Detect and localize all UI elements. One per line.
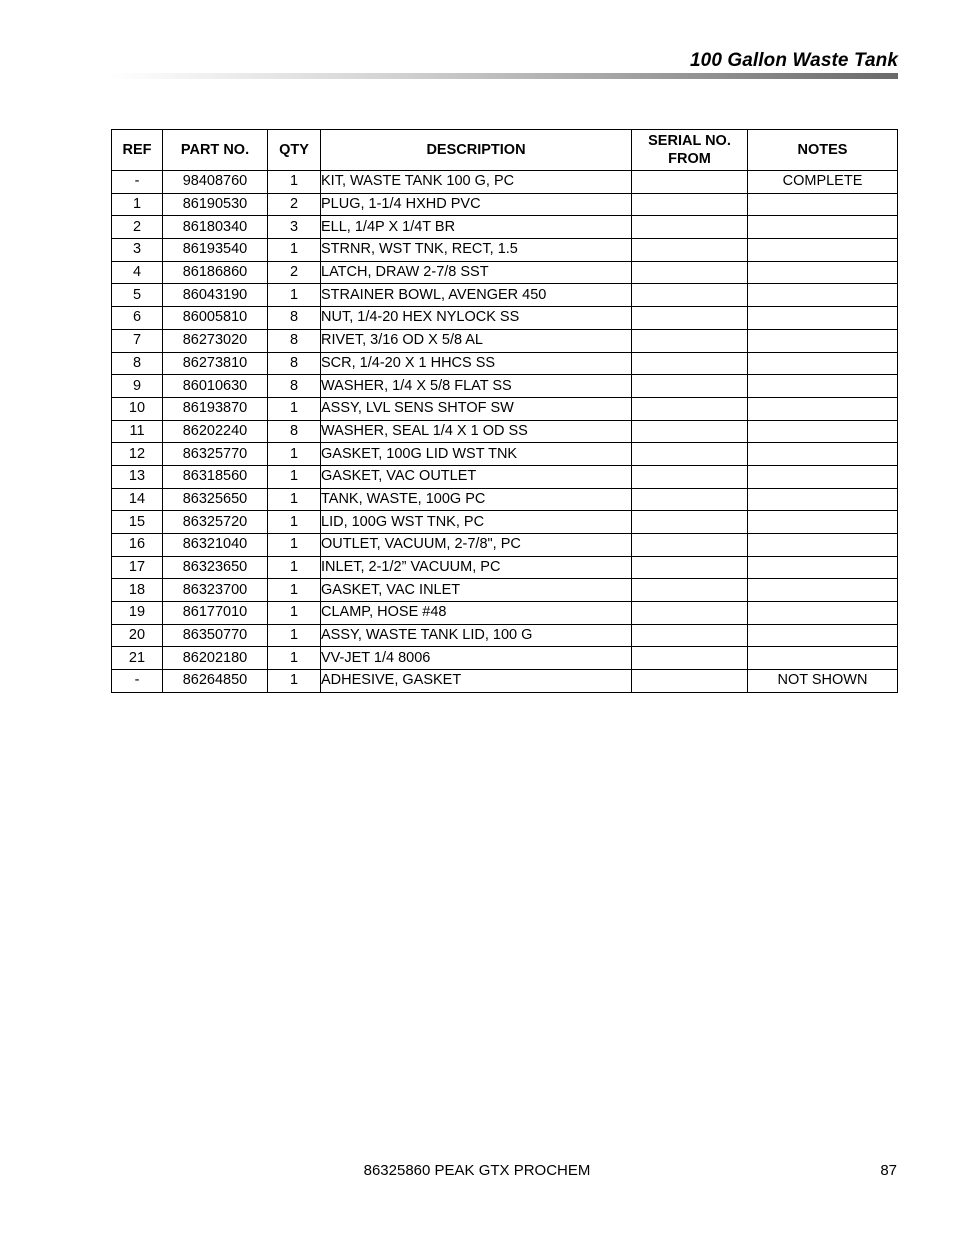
cell-part-no: 86264850	[163, 670, 268, 693]
column-header-description: DESCRIPTION	[321, 130, 632, 171]
table-row	[112, 443, 898, 466]
table-row	[112, 465, 898, 488]
cell-qty: 1	[268, 670, 321, 693]
cell-serial-from	[632, 511, 748, 534]
cell-part-no: 86325720	[163, 511, 268, 534]
cell-qty: 1	[268, 534, 321, 557]
cell-part-no: 98408760	[163, 171, 268, 194]
cell-part-no: 86005810	[163, 307, 268, 330]
table-row	[112, 375, 898, 398]
cell-ref: 13	[112, 465, 163, 488]
cell-description: PLUG, 1-1/4 HXHD PVC	[321, 193, 632, 216]
cell-ref: 17	[112, 556, 163, 579]
cell-part-no: 86350770	[163, 624, 268, 647]
cell-ref: 3	[112, 239, 163, 262]
cell-ref: 8	[112, 352, 163, 375]
cell-notes	[748, 465, 898, 488]
cell-notes	[748, 579, 898, 602]
cell-ref: 21	[112, 647, 163, 670]
cell-ref: 15	[112, 511, 163, 534]
cell-part-no: 86193870	[163, 397, 268, 420]
cell-qty: 1	[268, 579, 321, 602]
cell-description: INLET, 2-1/2” VACUUM, PC	[321, 556, 632, 579]
cell-qty: 2	[268, 261, 321, 284]
page-title: 100 Gallon Waste Tank	[689, 50, 898, 71]
cell-notes	[748, 534, 898, 557]
cell-part-no: 86325770	[163, 443, 268, 466]
cell-description: STRAINER BOWL, AVENGER 450	[321, 284, 632, 307]
cell-description: SCR, 1/4-20 X 1 HHCS SS	[321, 352, 632, 375]
cell-qty: 2	[268, 193, 321, 216]
table-row	[112, 511, 898, 534]
cell-description: GASKET, 100G LID WST TNK	[321, 443, 632, 466]
cell-serial-from	[632, 647, 748, 670]
table-row	[112, 216, 898, 239]
cell-ref: 1	[112, 193, 163, 216]
cell-ref: 7	[112, 329, 163, 352]
cell-serial-from	[632, 556, 748, 579]
cell-ref: 18	[112, 579, 163, 602]
cell-serial-from	[632, 488, 748, 511]
cell-part-no: 86323700	[163, 579, 268, 602]
cell-notes	[748, 375, 898, 398]
cell-part-no: 86202240	[163, 420, 268, 443]
cell-notes	[748, 193, 898, 216]
table-row	[112, 397, 898, 420]
cell-description: KIT, WASTE TANK 100 G, PC	[321, 171, 632, 194]
cell-description: GASKET, VAC OUTLET	[321, 465, 632, 488]
table-row	[112, 193, 898, 216]
cell-part-no: 86010630	[163, 375, 268, 398]
cell-description: LATCH, DRAW 2-7/8 SST	[321, 261, 632, 284]
cell-notes	[748, 420, 898, 443]
cell-serial-from	[632, 352, 748, 375]
cell-description: ASSY, LVL SENS SHTOF SW	[321, 397, 632, 420]
cell-description: GASKET, VAC INLET	[321, 579, 632, 602]
cell-notes	[748, 397, 898, 420]
cell-qty: 8	[268, 352, 321, 375]
cell-part-no: 86273810	[163, 352, 268, 375]
cell-description: WASHER, SEAL 1/4 X 1 OD SS	[321, 420, 632, 443]
cell-description: CLAMP, HOSE #48	[321, 602, 632, 625]
cell-serial-from	[632, 284, 748, 307]
cell-notes	[748, 261, 898, 284]
table-row	[112, 171, 898, 194]
parts-table	[111, 129, 898, 693]
cell-description: NUT, 1/4-20 HEX NYLOCK SS	[321, 307, 632, 330]
cell-description: WASHER, 1/4 X 5/8 FLAT SS	[321, 375, 632, 398]
cell-part-no: 86043190	[163, 284, 268, 307]
cell-description: ELL, 1/4P X 1/4T BR	[321, 216, 632, 239]
cell-part-no: 86193540	[163, 239, 268, 262]
cell-ref: 14	[112, 488, 163, 511]
cell-qty: 1	[268, 443, 321, 466]
cell-serial-from	[632, 193, 748, 216]
table-row	[112, 647, 898, 670]
cell-serial-from	[632, 443, 748, 466]
cell-qty: 1	[268, 465, 321, 488]
cell-ref: 11	[112, 420, 163, 443]
cell-notes	[748, 556, 898, 579]
cell-notes	[748, 443, 898, 466]
cell-notes	[748, 329, 898, 352]
cell-serial-from	[632, 171, 748, 194]
cell-description: TANK, WASTE, 100G PC	[321, 488, 632, 511]
column-header-part-no: PART NO.	[163, 130, 268, 171]
cell-serial-from	[632, 602, 748, 625]
cell-serial-from	[632, 375, 748, 398]
cell-qty: 1	[268, 556, 321, 579]
cell-ref: 10	[112, 397, 163, 420]
cell-notes	[748, 511, 898, 534]
table-row	[112, 579, 898, 602]
cell-description: VV-JET 1/4 8006	[321, 647, 632, 670]
column-header-qty: QTY	[268, 130, 321, 171]
cell-notes	[748, 624, 898, 647]
cell-part-no: 86180340	[163, 216, 268, 239]
cell-qty: 8	[268, 420, 321, 443]
table-row	[112, 261, 898, 284]
table-row	[112, 488, 898, 511]
cell-serial-from	[632, 239, 748, 262]
cell-qty: 1	[268, 397, 321, 420]
cell-qty: 8	[268, 307, 321, 330]
table-row	[112, 239, 898, 262]
cell-part-no: 86202180	[163, 647, 268, 670]
table-row	[112, 602, 898, 625]
cell-ref: 9	[112, 375, 163, 398]
cell-serial-from	[632, 534, 748, 557]
cell-ref: 19	[112, 602, 163, 625]
cell-serial-from	[632, 465, 748, 488]
parts-table-body	[112, 171, 898, 693]
cell-qty: 1	[268, 511, 321, 534]
table-row	[112, 307, 898, 330]
cell-serial-from	[632, 397, 748, 420]
cell-description: OUTLET, VACUUM, 2-7/8", PC	[321, 534, 632, 557]
cell-description: ADHESIVE, GASKET	[321, 670, 632, 693]
cell-ref: 2	[112, 216, 163, 239]
cell-qty: 1	[268, 171, 321, 194]
cell-serial-from	[632, 329, 748, 352]
cell-ref: 12	[112, 443, 163, 466]
cell-part-no: 86323650	[163, 556, 268, 579]
cell-ref: 5	[112, 284, 163, 307]
cell-notes	[748, 307, 898, 330]
cell-qty: 1	[268, 488, 321, 511]
cell-part-no: 86321040	[163, 534, 268, 557]
cell-part-no: 86318560	[163, 465, 268, 488]
cell-serial-from	[632, 624, 748, 647]
cell-ref: 4	[112, 261, 163, 284]
cell-serial-from	[632, 579, 748, 602]
cell-serial-from	[632, 216, 748, 239]
table-row	[112, 420, 898, 443]
cell-notes	[748, 284, 898, 307]
cell-serial-from	[632, 420, 748, 443]
cell-qty: 8	[268, 375, 321, 398]
table-row	[112, 329, 898, 352]
cell-serial-from	[632, 307, 748, 330]
cell-notes	[748, 216, 898, 239]
cell-description: ASSY, WASTE TANK LID, 100 G	[321, 624, 632, 647]
cell-part-no: 86273020	[163, 329, 268, 352]
cell-part-no: 86190530	[163, 193, 268, 216]
cell-ref: -	[112, 171, 163, 194]
table-row	[112, 670, 898, 693]
cell-notes	[748, 352, 898, 375]
cell-qty: 1	[268, 239, 321, 262]
column-header-serial-from: SERIAL NO. FROM	[632, 130, 748, 171]
cell-notes	[748, 602, 898, 625]
cell-notes: NOT SHOWN	[748, 670, 898, 693]
cell-qty: 1	[268, 647, 321, 670]
cell-notes	[748, 647, 898, 670]
table-row	[112, 534, 898, 557]
cell-qty: 1	[268, 284, 321, 307]
cell-part-no: 86325650	[163, 488, 268, 511]
cell-notes	[748, 239, 898, 262]
cell-qty: 3	[268, 216, 321, 239]
table-row	[112, 556, 898, 579]
cell-ref: 20	[112, 624, 163, 647]
title-rule	[110, 73, 898, 79]
cell-notes	[748, 488, 898, 511]
parts-table-header	[112, 130, 898, 171]
cell-qty: 1	[268, 602, 321, 625]
cell-part-no: 86177010	[163, 602, 268, 625]
column-header-notes: NOTES	[748, 130, 898, 171]
cell-ref: 16	[112, 534, 163, 557]
cell-qty: 1	[268, 624, 321, 647]
footer-page-number: 87	[880, 1162, 897, 1179]
table-row	[112, 284, 898, 307]
cell-serial-from	[632, 261, 748, 284]
cell-part-no: 86186860	[163, 261, 268, 284]
cell-description: STRNR, WST TNK, RECT, 1.5	[321, 239, 632, 262]
cell-description: RIVET, 3/16 OD X 5/8 AL	[321, 329, 632, 352]
column-header-ref: REF	[112, 130, 163, 171]
footer-document-title: 86325860 PEAK GTX PROCHEM	[363, 1162, 591, 1179]
cell-ref: 6	[112, 307, 163, 330]
table-row	[112, 624, 898, 647]
cell-ref: -	[112, 670, 163, 693]
cell-serial-from	[632, 670, 748, 693]
cell-qty: 8	[268, 329, 321, 352]
cell-description: LID, 100G WST TNK, PC	[321, 511, 632, 534]
cell-notes: COMPLETE	[748, 171, 898, 194]
table-row	[112, 352, 898, 375]
